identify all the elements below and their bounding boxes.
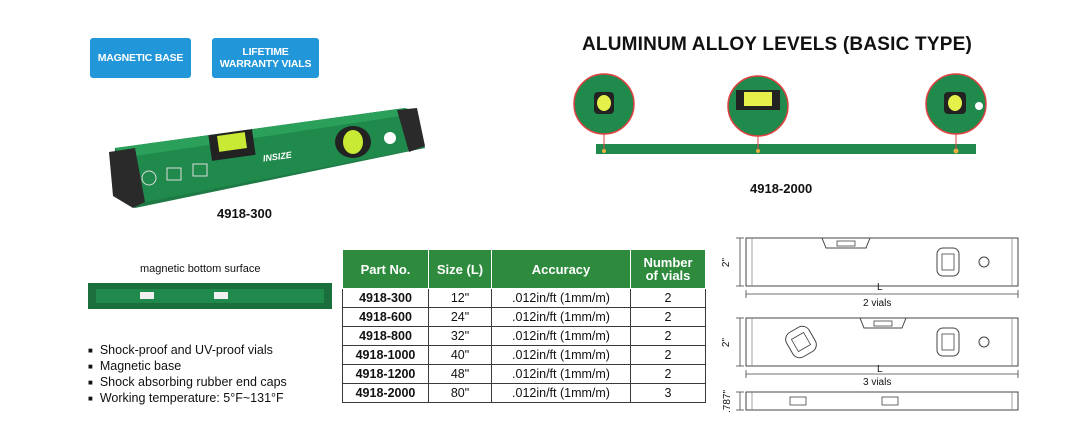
cell-accuracy: .012in/ft (1mm/m) (492, 308, 631, 327)
spec-table (342, 249, 706, 403)
cell-size: 12" (429, 289, 492, 308)
feature-item: ■ Shock absorbing rubber end caps (88, 375, 287, 391)
cell-size: 48" (429, 365, 492, 384)
table-row (343, 289, 706, 308)
cell-size: 40" (429, 346, 492, 365)
cell-accuracy: .012in/ft (1mm/m) (492, 384, 631, 403)
feature-item: ■ Shock-proof and UV-proof vials (88, 343, 287, 359)
lifetime-warranty-badge (212, 38, 319, 78)
table-row (343, 384, 706, 403)
level-4918-2000-image (568, 72, 998, 164)
cell-size: 24" (429, 308, 492, 327)
col-number-vials (631, 250, 706, 289)
page-title: ALUMINUM ALLOY LEVELS (BASIC TYPE) (582, 34, 972, 55)
dimension-diagrams (722, 232, 1028, 430)
cell-accuracy: .012in/ft (1mm/m) (492, 365, 631, 384)
cell-vials: 3 (631, 384, 706, 403)
table-row (343, 327, 706, 346)
cell-part: 4918-1000 (343, 346, 429, 365)
table-row (343, 346, 706, 365)
cell-vials: 2 (631, 308, 706, 327)
col-part-no: Part No. (343, 250, 429, 289)
cell-accuracy: .012in/ft (1mm/m) (492, 346, 631, 365)
cell-part: 4918-1200 (343, 365, 429, 384)
magnetic-caption: magnetic bottom surface (140, 263, 261, 275)
cell-vials: 2 (631, 289, 706, 308)
warranty-vials-label: WARRANTY VIALS (219, 58, 312, 70)
col-of-vials-label: of vials (645, 268, 691, 283)
cell-accuracy: .012in/ft (1mm/m) (492, 289, 631, 308)
height-label-top: 2" (721, 257, 733, 268)
cell-vials: 2 (631, 346, 706, 365)
magnetic-bottom-image (88, 281, 332, 311)
magnetic-base-badge (90, 38, 191, 78)
cell-part: 4918-2000 (343, 384, 429, 403)
magnetic-base-label: MAGNETIC BASE (97, 52, 184, 64)
cell-vials: 2 (631, 327, 706, 346)
part-label-4918-300: 4918-300 (217, 206, 272, 221)
cell-part: 4918-600 (343, 308, 429, 327)
cell-vials: 2 (631, 365, 706, 384)
cell-size: 80" (429, 384, 492, 403)
length-label-middle: L (877, 364, 883, 375)
col-size: Size (L) (429, 250, 492, 289)
table-row (343, 308, 706, 327)
feature-item: ■ Working temperature: 5°F~131°F (88, 391, 287, 407)
brand-logo: INSIZE (262, 149, 293, 164)
height-label-middle: 2" (721, 337, 733, 348)
length-label-top: L (877, 282, 883, 293)
vials-3-label: 3 vials (863, 377, 892, 388)
table-row (343, 365, 706, 384)
part-label-4918-2000: 4918-2000 (750, 181, 813, 196)
col-accuracy: Accuracy (492, 250, 631, 289)
cell-part: 4918-300 (343, 289, 429, 308)
lifetime-label: LIFETIME (242, 46, 289, 58)
feature-item: ■ Magnetic base (88, 359, 287, 375)
table-header-row (343, 250, 706, 289)
cell-size: 32" (429, 327, 492, 346)
level-4918-300-image (105, 100, 425, 212)
thickness-label: .787" (722, 389, 734, 414)
feature-list (88, 343, 287, 407)
col-number-label: Number (643, 255, 693, 270)
cell-accuracy: .012in/ft (1mm/m) (492, 327, 631, 346)
vials-2-label: 2 vials (863, 298, 892, 309)
cell-part: 4918-800 (343, 327, 429, 346)
